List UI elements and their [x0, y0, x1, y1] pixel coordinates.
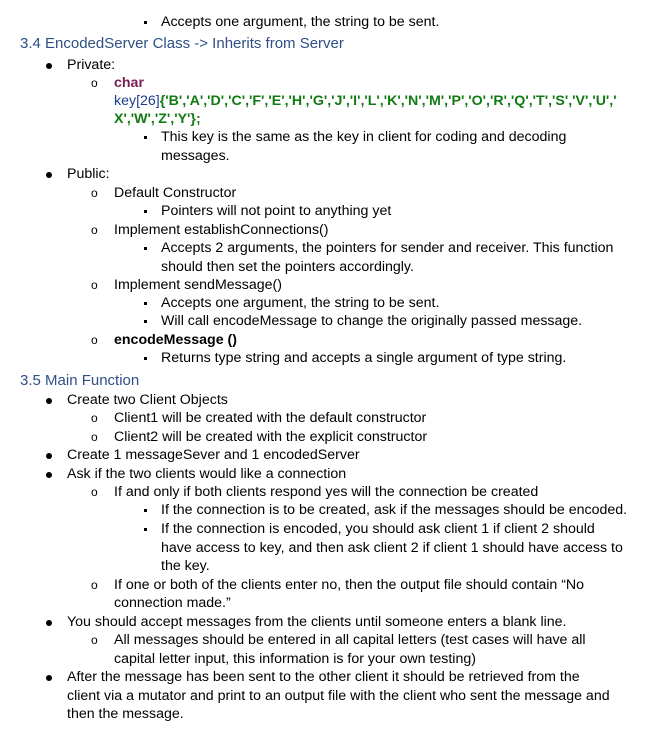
circle-bullet-icon: o [91, 186, 98, 200]
text-line: Will call encodeMessage to change the originally passed message. [161, 313, 583, 329]
text-line: Accepts one argument, the string to be sent. [161, 295, 440, 311]
text-line: If and only if both clients respond yes will the connection be created [114, 484, 539, 500]
text-line: Pointers will not point to anything yet [161, 203, 392, 219]
text-line: Client1 will be created with the default constructor [114, 410, 427, 426]
text-line: encodeMessage () [114, 332, 237, 348]
text-line: Accepts one argument, the string to be sent. [161, 14, 440, 30]
code-char-keyword: char [114, 75, 144, 91]
square-bullet-icon [144, 357, 147, 360]
circle-bullet-icon: o [91, 411, 98, 425]
code-key-array-line-2: X','W','Z','Y'}; [114, 111, 201, 127]
text-line: All messages should be entered in all capital letters (test cases will have all [114, 632, 586, 648]
disc-bullet-icon [46, 472, 52, 478]
circle-bullet-icon: o [91, 633, 98, 647]
disc-bullet-icon [46, 453, 52, 459]
text-line: connection made.” [114, 595, 231, 611]
text-line: the key. [161, 558, 210, 574]
square-bullet-icon [144, 302, 147, 305]
disc-bullet-icon [46, 675, 52, 681]
text-line: Returns type string and accepts a single argument of type string. [161, 350, 567, 366]
square-bullet-icon [144, 320, 147, 323]
disc-bullet-icon [46, 398, 52, 404]
circle-bullet-icon: o [91, 223, 98, 237]
text-line: Implement sendMessage() [114, 277, 282, 293]
circle-bullet-icon: o [91, 430, 98, 444]
square-bullet-icon [144, 247, 147, 250]
square-bullet-icon [144, 21, 147, 24]
section-heading-3-4: 3.4 EncodedServer Class -> Inherits from Server [20, 35, 344, 52]
code-identifier: key[26] [114, 93, 160, 109]
square-bullet-icon [144, 136, 147, 139]
text-line: should then set the pointers accordingly. [161, 259, 414, 275]
text-line: client via a mutator and print to an output file with the client who sent the message and [67, 688, 610, 704]
text-line: Default Constructor [114, 185, 237, 201]
text-line: You should accept messages from the clients until someone enters a blank line. [67, 614, 567, 630]
text-line: If the connection is encoded, you should ask client 1 if client 2 should [161, 521, 595, 537]
square-bullet-icon [144, 210, 147, 213]
text-line: have access to key, and then ask client 2 if client 1 should have access to [161, 540, 623, 556]
text-line: capital letter input, this information is for your own testing) [114, 651, 476, 667]
circle-bullet-icon: o [91, 485, 98, 499]
square-bullet-icon [144, 509, 147, 512]
text-line: After the message has been sent to the other client it should be retrieved from the [67, 669, 580, 685]
disc-bullet-icon [46, 620, 52, 626]
text-line: Create 1 messageSever and 1 encodedServer [67, 447, 360, 463]
text-line: Ask if the two clients would like a connection [67, 466, 347, 482]
text-line: If one or both of the clients enter no, then the output file should contain “No [114, 577, 585, 593]
text-line: This key is the same as the key in client for coding and decoding [161, 129, 567, 145]
text-line: Public: [67, 166, 110, 182]
code-key-array-line-1 [114, 92, 617, 111]
disc-bullet-icon [46, 63, 52, 69]
text-line: Client2 will be created with the explicit constructor [114, 429, 428, 445]
section-heading-3-5: 3.5 Main Function [20, 372, 140, 389]
circle-bullet-icon: o [91, 76, 98, 90]
code-array-values: {'B','A','D','C','F','E','H','G','J','I','L','K','N','M','P','O','R','Q','T','S','V','U',' [159, 93, 617, 109]
text-line: Private: [67, 57, 116, 73]
text-line: Create two Client Objects [67, 392, 228, 408]
text-line: Implement establishConnections() [114, 222, 329, 238]
text-line: then the message. [67, 706, 184, 722]
circle-bullet-icon: o [91, 333, 98, 347]
square-bullet-icon [144, 528, 147, 531]
text-line: Accepts 2 arguments, the pointers for sender and receiver. This function [161, 240, 614, 256]
circle-bullet-icon: o [91, 278, 98, 292]
text-line: messages. [161, 148, 230, 164]
text-line: If the connection is to be created, ask if the messages should be encoded. [161, 502, 628, 518]
disc-bullet-icon [46, 172, 52, 178]
circle-bullet-icon: o [91, 578, 98, 592]
